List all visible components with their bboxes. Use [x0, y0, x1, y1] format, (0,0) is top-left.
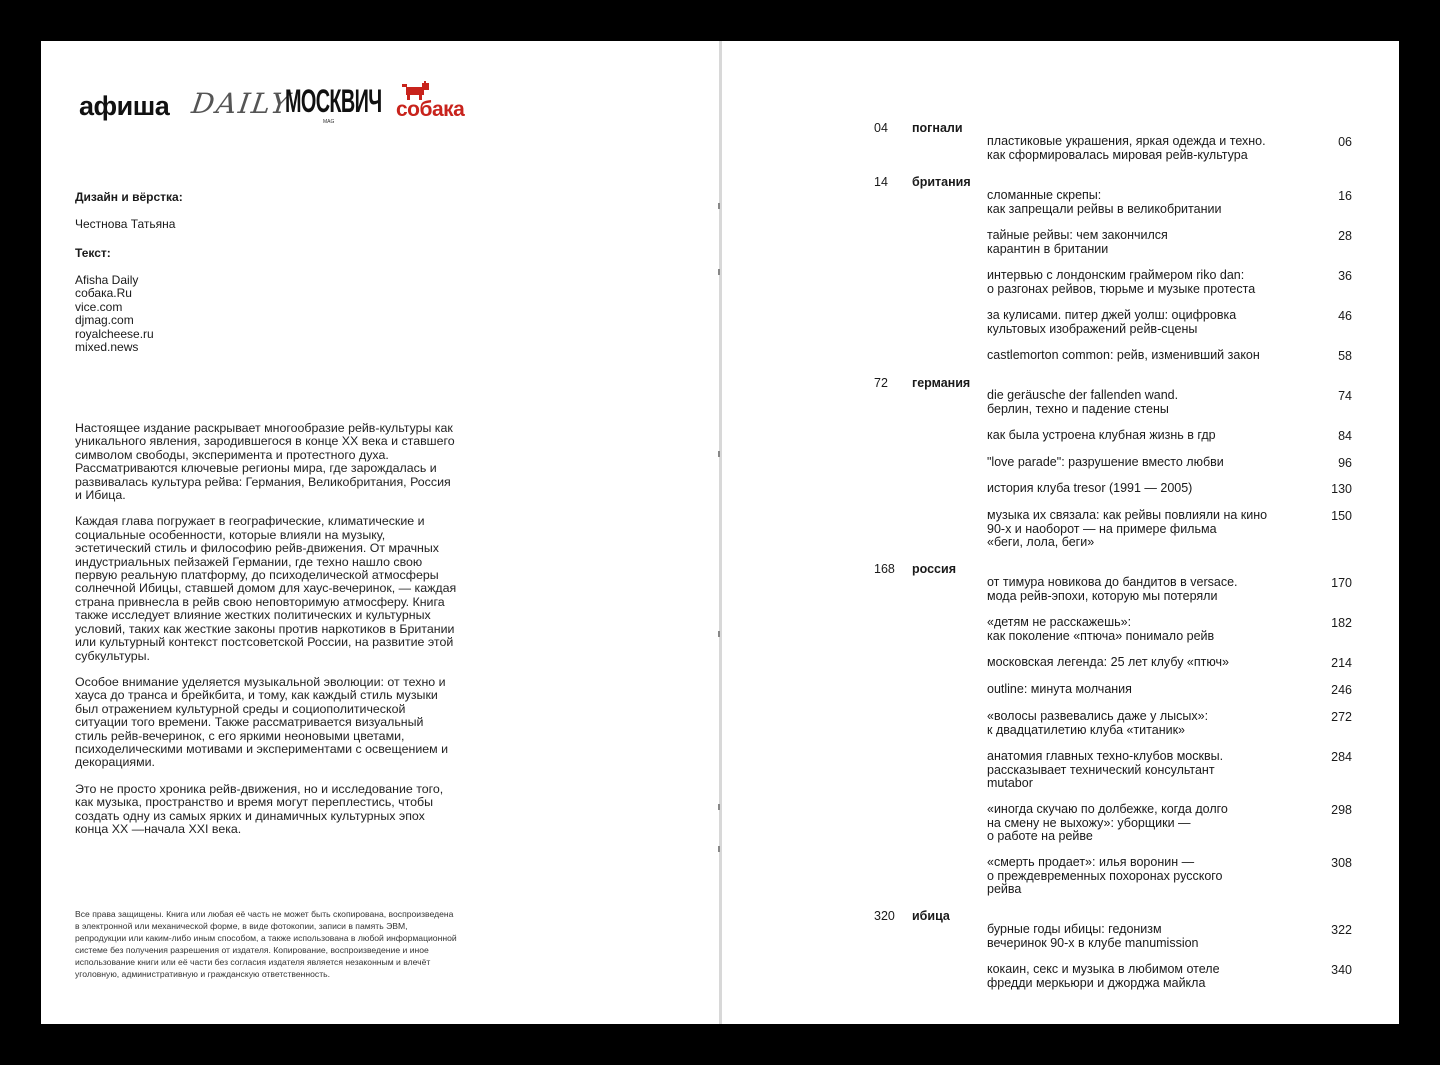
toc-entry-title[interactable]: «смерть продает»: илья воронин — о преждевременных похоронах русского рейва: [987, 855, 1223, 896]
toc-entry-page: 58: [1338, 349, 1352, 363]
toc-entry-title[interactable]: «детям не расскажешь»: как поколение «птюча» понимало рейв: [987, 615, 1215, 643]
text-source: royalcheese.ru: [75, 326, 154, 341]
page-mark: [718, 846, 720, 852]
toc-entry-title[interactable]: castlemorton common: рейв, изменивший закон: [987, 348, 1260, 362]
toc-entry-page: 130: [1331, 482, 1352, 496]
book-description: [75, 422, 457, 849]
toc-entry-page: 170: [1331, 576, 1352, 590]
designer-name: Честнова Татьяна: [75, 216, 176, 231]
credits: [75, 191, 183, 371]
toc-entry-title[interactable]: «волосы развевались даже у лысых»: к двадцатилетию клуба «титаник»: [987, 709, 1209, 737]
afisha-logo: афиша: [79, 91, 170, 121]
text-source: Afisha Daily: [75, 272, 139, 287]
toc-entry-page: 06: [1338, 135, 1352, 149]
page-mark: [718, 631, 720, 637]
text-source: vice.com: [75, 299, 123, 314]
page-mark: [718, 451, 720, 457]
section-number: 72: [874, 376, 888, 390]
section-number: 168: [874, 562, 895, 576]
section-number: 14: [874, 175, 888, 189]
left-page: [41, 41, 719, 1024]
toc-entry-page: 182: [1331, 616, 1352, 630]
section-title: британия: [912, 175, 971, 189]
toc-entry-page: 36: [1338, 269, 1352, 283]
description-paragraph: Особое внимание уделяется музыкальной эволюции: от техно и хауса до транса и брейкбита, и тому, как каждый стиль музыки был отражением культурной среды и социополитической ситуации того времени. Также рассматривается визуальный стиль рейв-вечеринок, с его яркими неоновыми цветами, психоделическими мотивами и экспериментами с освещением и декорациями.: [75, 674, 449, 770]
section-title: россия: [912, 562, 956, 576]
toc-entry-page: 340: [1331, 963, 1352, 977]
toc-entry-page: 84: [1338, 429, 1352, 443]
toc-entry-page: 46: [1338, 309, 1352, 323]
page-mark: [718, 804, 720, 810]
toc-entry-title[interactable]: музыка их связала: как рейвы повлияли на кино 90-х и наоборот — на примере фильма «беги, лола, беги»: [987, 508, 1268, 549]
toc-entry-page: 150: [1331, 509, 1352, 523]
page-mark: [718, 203, 720, 209]
moskvich-logo: МОСКВИЧ: [285, 83, 382, 119]
copyright-notice: Все права защищены. Книга или любая её часть не может быть скопирована, воспроизведена в электронной или механической форме, в виде фотокопии, записи в память ЭВМ, репродукции или каким-либо иным способом, а также использована в любой информационной системе без получения разрешения от издателя. Копирование, воспроизведение и иное использование книги или её части без согласия издателя является незаконным и влечёт уголовную, административную и гражданскую ответственность.: [75, 909, 457, 980]
text-source: mixed.news: [75, 340, 139, 354]
toc-entry-title[interactable]: outline: минута молчания: [987, 682, 1132, 696]
toc-entry-title[interactable]: интервью с лондонским граймером riko dan: о разгонах рейвов, тюрьме и музыке протеста: [987, 268, 1256, 296]
description-paragraph: Настоящее издание раскрывает многообразие рейв-культуры как уникального явления, зародившегося в конце XX века и ставшего символом свободы, эксперимента и протестного духа. Рассматриваются ключевые регионы мира, где зарождалась и развивалась культура рейва: Германия, Великобритания, Россия и Ибица.: [75, 421, 455, 503]
page-mark: [718, 269, 720, 275]
publisher-logos: [79, 81, 465, 131]
section-title: погнали: [912, 121, 963, 135]
toc-entry-title[interactable]: от тимура новикова до бандитов в versace. мода рейв-эпохи, которую мы потеряли: [987, 575, 1238, 603]
toc-entry-title[interactable]: за кулисами. питер джей уолш: оцифровка культовых изображений рейв-сцены: [987, 308, 1237, 336]
text-source: собака.Ru: [75, 286, 132, 300]
toc-entry-page: 272: [1331, 710, 1352, 724]
description-paragraph: Это не просто хроника рейв-движения, но и исследование того, как музыка, пространство и время могут переплестись, чтобы создать одну из самых ярких и динамичных культурных эпох конца XX —начала XXI века.: [75, 781, 444, 836]
toc-entry-page: 74: [1338, 389, 1352, 403]
text-heading: Текст:: [75, 246, 111, 260]
section-title: германия: [912, 376, 971, 390]
toc-entry-page: 246: [1331, 683, 1352, 697]
toc-entry-title[interactable]: московская легенда: 25 лет клубу «птюч»: [987, 655, 1229, 669]
toc-entry-title[interactable]: анатомия главных техно-клубов москвы. рассказывает технический консультант mutabor: [987, 749, 1224, 790]
toc-entry-page: 298: [1331, 803, 1352, 817]
description-paragraph: Каждая глава погружает в географические, климатические и социальные особенности, которые влияли на музыку, эстетический стиль и философию рейв-движения. От мрачных индустриальных пейзажей Германии, где техно нашло свою первую реальную платформу, до психоделической атмосферы солнечной Ибицы, ставшей домом для хаус-вечеринок, — каждая страна привнесла в рейв свою неповторимую атмосферу. Книга также исследует влияние жестких политических и культурных условий, таких как жесткие законы против наркотиков в Британии или культурный контекст постсоветской России, на развитие этой субкультуры.: [75, 514, 457, 663]
moskvich-mag-label: MAG: [323, 119, 335, 125]
sobaka-logo: собака: [396, 98, 465, 121]
toc-entry-title[interactable]: die geräusche der fallenden wand. берлин, техно и падение стены: [987, 388, 1179, 416]
daily-logo: DAILY: [189, 87, 294, 120]
toc-entry-page: 284: [1331, 750, 1352, 764]
toc-entry-title[interactable]: "love parade": разрушение вместо любви: [987, 455, 1224, 469]
text-sources: [75, 274, 183, 355]
toc-entry-page: 322: [1331, 923, 1352, 937]
toc-entry-page: 214: [1331, 656, 1352, 670]
toc-entry-title[interactable]: пластиковые украшения, яркая одежда и техно. как сформировалась мировая рейв-культура: [987, 134, 1266, 162]
toc-entry-title[interactable]: тайные рейвы: чем закончился карантин в британии: [987, 228, 1168, 256]
toc-entry-title[interactable]: как была устроена клубная жизнь в гдр: [987, 428, 1216, 442]
right-page: [722, 41, 1399, 1024]
toc-entry-page: 28: [1338, 229, 1352, 243]
toc-entry-page: 308: [1331, 856, 1352, 870]
table-of-contents: [722, 41, 1399, 1024]
toc-entry-page: 16: [1338, 189, 1352, 203]
text-source: djmag.com: [75, 313, 134, 327]
toc-entry-title[interactable]: бурные годы ибицы: гедонизм вечеринок 90-х в клубе manumission: [987, 922, 1199, 950]
toc-entry-title[interactable]: сломанные скрепы: как запрещали рейвы в великобритании: [987, 188, 1222, 216]
section-number: 04: [874, 121, 888, 135]
section-title: ибица: [912, 909, 950, 923]
section-number: 320: [874, 909, 895, 923]
toc-entry-title[interactable]: «иногда скучаю по долбежке, когда долго на смену не выхожу»: уборщики — о работе на рейве: [987, 802, 1228, 843]
toc-entry-page: 96: [1338, 456, 1352, 470]
design-heading: Дизайн и вёрстка:: [75, 190, 183, 204]
toc-entry-title[interactable]: кокаин, секс и музыка в любимом отеле фредди меркьюри и джорджа майкла: [987, 962, 1220, 990]
toc-entry-title[interactable]: история клуба tresor (1991 — 2005): [987, 481, 1193, 495]
